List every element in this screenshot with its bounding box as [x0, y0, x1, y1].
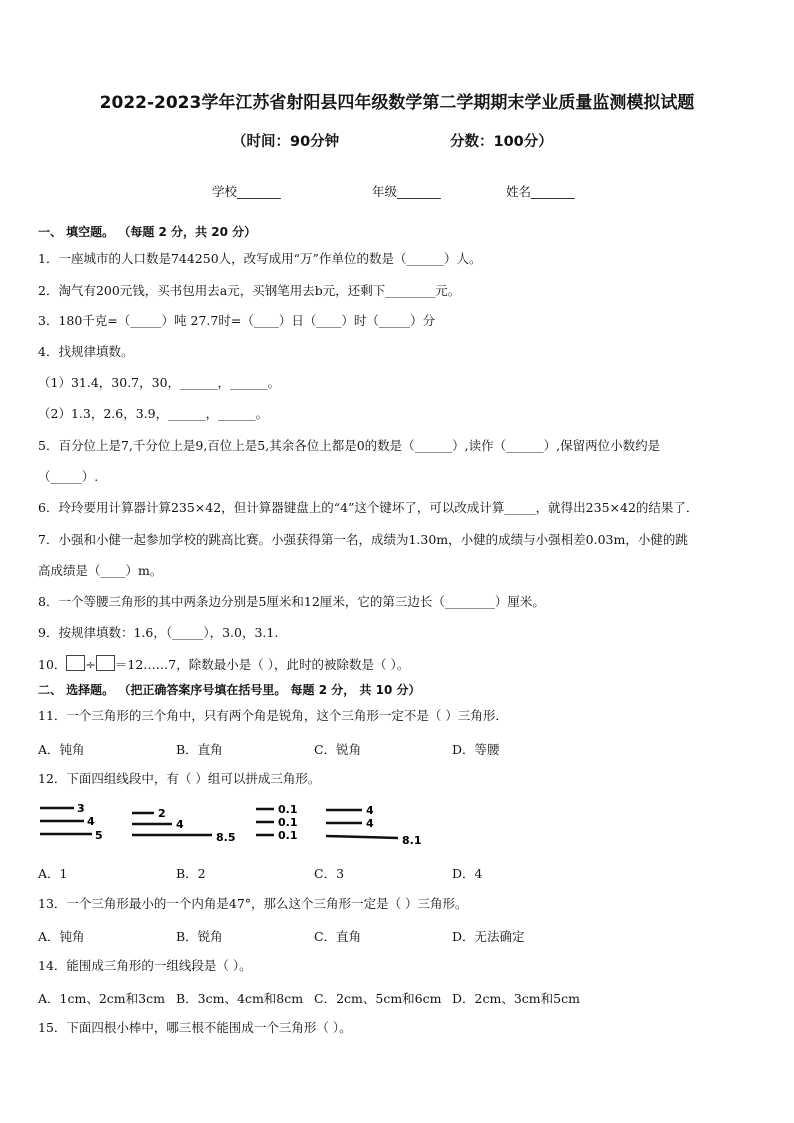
q11-option-c[interactable]: C．锐角: [314, 742, 362, 757]
segment-label: 2: [158, 807, 166, 820]
question-8: 8．一个等腰三角形的其中两条边分别是5厘米和12厘米，它的第三边长（________）厘米。: [38, 594, 545, 609]
segment-group-1: [40, 802, 103, 842]
q12-option-b[interactable]: B．2: [176, 866, 206, 881]
question-5-continued: （_____）.: [38, 469, 99, 484]
question-7: 7．小强和小健一起参加学校的跳高比赛。小强获得第一名，成绩为1.30m，小健的成绩与小强相差0.03m，小健的跳: [38, 532, 688, 547]
q11-option-d[interactable]: D．等腰: [452, 742, 500, 757]
dividend-box[interactable]: [66, 655, 85, 671]
q14-option-c[interactable]: C．2cm、5cm和6cm: [314, 991, 442, 1006]
question-10-text: ＝12……7，除数最小是（ ），此时的被除数是（ ）。: [114, 657, 410, 672]
q14-option-a[interactable]: A．1cm、2cm和3cm: [38, 991, 165, 1006]
segment-label: 5: [95, 829, 103, 842]
line-segments-figure: [36, 800, 436, 850]
segment-group-4: [326, 804, 422, 847]
page-title: 2022-2023学年江苏省射阳县四年级数学第二学期期末学业质量监测模拟试题: [99, 93, 695, 113]
question-10: [38, 655, 409, 673]
division-sign: ÷: [85, 657, 96, 672]
q13-option-a[interactable]: A．钝角: [38, 929, 85, 944]
question-10-number: 10．: [38, 657, 67, 672]
question-15: 15．下面四根小棒中，哪三根不能围成一个三角形（ ）。: [38, 1020, 352, 1035]
question-13: 13．一个三角形最小的一个内角是47°，那么这个三角形一定是（ ）三角形。: [38, 896, 468, 911]
segment-label: 4: [87, 815, 95, 828]
divisor-box[interactable]: [96, 655, 115, 671]
section-1-heading: 一、 填空题。 （每题 2 分，共 20 分）: [38, 225, 257, 239]
segment-label: 4: [366, 804, 374, 817]
segment-label: 0.1: [278, 803, 298, 816]
section-2-heading: 二、 选择题。 （把正确答案序号填在括号里。 每题 2 分， 共 10 分）: [38, 683, 421, 697]
question-6: 6．玲玲要用计算器计算235×42，但计算器键盘上的“4”这个键坏了，可以改成计算_____，就得出235×42的结果了．: [38, 500, 699, 515]
question-5: 5．百分位上是7,千分位上是9,百位上是5,其余各位上都是0的数是（______）,读作（______）,保留两位小数约是: [38, 438, 661, 453]
question-4-part-1: （1）31.4，30.7，30，______，______。: [38, 375, 281, 390]
question-3: 3．180千克=（_____）吨 27.7时=（____）日（____）时（_____）分: [38, 313, 436, 328]
exam-time: （时间：90分钟: [232, 134, 340, 150]
question-2: 2．淘气有200元钱，买书包用去a元，买钢笔用去b元，还剩下________元。: [38, 283, 461, 298]
segment-group-3: [256, 803, 298, 842]
q11-option-a[interactable]: A．钝角: [38, 742, 85, 757]
question-14: 14．能围成三角形的一组线段是（ ）。: [38, 958, 252, 973]
q12-option-c[interactable]: C．3: [314, 866, 345, 881]
question-4: 4．找规律填数。: [38, 344, 134, 359]
q14-option-d[interactable]: D．2cm、3cm和5cm: [452, 991, 580, 1006]
q13-option-c[interactable]: C．直角: [314, 929, 362, 944]
segment-label: 4: [176, 818, 184, 831]
name-field[interactable]: 姓名_______: [506, 184, 575, 199]
segment-group-2: [132, 807, 236, 844]
segment-label: 0.1: [278, 829, 298, 842]
school-field[interactable]: 学校_______: [212, 184, 281, 199]
q12-option-d[interactable]: D．4: [452, 866, 483, 881]
segment-label: 8.1: [402, 834, 422, 847]
q13-option-d[interactable]: D．无法确定: [452, 929, 525, 944]
segment-label: 8.5: [216, 831, 236, 844]
question-1: 1．一座城市的人口数是744250人，改写成用“万”作单位的数是（______）人。: [38, 251, 482, 266]
grade-field[interactable]: 年级_______: [372, 184, 441, 199]
q13-option-b[interactable]: B．锐角: [176, 929, 223, 944]
q14-option-b[interactable]: B．3cm、4cm和8cm: [176, 991, 304, 1006]
question-12: 12．下面四组线段中，有（ ）组可以拼成三角形。: [38, 771, 321, 786]
exam-score: 分数：100分）: [450, 134, 553, 150]
question-9: 9．按规律填数：1.6，（_____），3.0，3.1.: [38, 625, 279, 640]
question-7-continued: 高成绩是（____）m。: [38, 563, 163, 578]
question-11: 11．一个三角形的三个角中，只有两个角是锐角，这个三角形一定不是（ ）三角形．: [38, 708, 508, 723]
q12-option-a[interactable]: A．1: [38, 866, 68, 881]
question-4-part-2: （2）1.3，2.6，3.9，______，______。: [38, 406, 269, 421]
q11-option-b[interactable]: B．直角: [176, 742, 223, 757]
exam-meta: [232, 130, 572, 151]
segment-label: 4: [366, 817, 374, 830]
segment-label: 3: [77, 802, 85, 815]
segment-label: 0.1: [278, 816, 298, 829]
